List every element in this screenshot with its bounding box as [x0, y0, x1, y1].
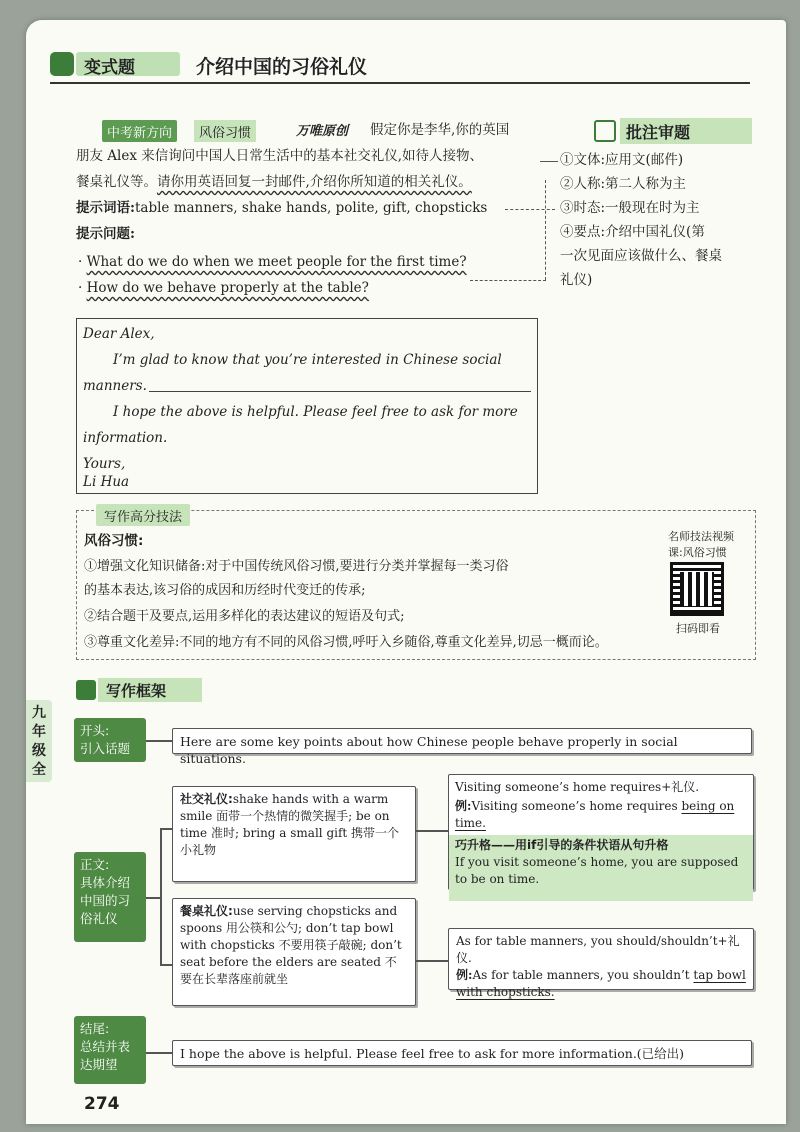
opening-box: Here are some key points about how Chinese people behave properly in social situations. [172, 728, 752, 754]
annotation-item: 一次见面应该做什么、餐桌 [560, 248, 722, 264]
answer-line [149, 391, 531, 392]
tips-tag: 写作高分技法 [96, 504, 190, 526]
question-line: 朋友 Alex 来信询问中国人日常生活中的基本社交礼仪,如待人接物、 [76, 148, 484, 164]
expression-pattern: As for table manners, you should/shouldn’t+礼仪. [456, 934, 740, 965]
connector [146, 740, 172, 742]
annotation-item: ④要点:介绍中国礼仪(第 [560, 224, 705, 240]
divider [50, 82, 750, 84]
qr-pattern [680, 572, 714, 606]
question-line: 餐桌礼仪等。请你用英语回复一封邮件,介绍你所知道的相关礼仪。 [76, 174, 472, 190]
hint-question: · What do we do when we meet people for the first time? [78, 254, 467, 270]
new-direction-tag: 中考新方向 [102, 120, 177, 142]
upgrade-tip: 巧升格——用if引导的条件状语从句升格 If you visit someone’s home, you are supposed to be on time. [449, 835, 753, 901]
tip-item: 的基本表达,该习俗的成因和历经时代变迁的传承; [84, 583, 366, 598]
letter-closing: Yours, [83, 456, 126, 472]
annotation-item: ②人称:第二人称为主 [560, 176, 687, 192]
hint-question: · How do we behave properly at the table? [78, 280, 369, 296]
table-expression-box [448, 928, 754, 999]
variant-tag: 变式题 [76, 52, 180, 76]
connector [416, 960, 448, 962]
hint-questions-label: 提示问题: [76, 226, 135, 242]
connector [160, 964, 172, 966]
social-expression-box [448, 774, 754, 890]
connector [160, 828, 162, 964]
connector [146, 897, 160, 899]
letter-paragraph: information. [83, 430, 168, 446]
qr-title: 名师技法视频 [668, 530, 734, 543]
connector [505, 209, 555, 210]
topic-tag: 风俗习惯 [194, 120, 256, 142]
original-tag: 万唯原创 [296, 124, 349, 139]
table-manners-box: 餐桌礼仪:use serving chopsticks and spoons 用公筷和公勺; don’t tap bowl with chopsticks 不要用筷子敲碗; don’t seat before the elders are seated 不要在长辈落座前就坐 [172, 898, 416, 1006]
annotation-item: 礼仪) [560, 272, 593, 288]
cube-icon [50, 52, 74, 76]
grade-side-tab: 九年级全 [26, 700, 52, 782]
letter-greeting: Dear Alex, [83, 326, 155, 342]
ending-label: 结尾: 总结并表 达期望 [74, 1016, 146, 1084]
letter-box [76, 318, 538, 494]
connector [470, 280, 546, 281]
framework-icon [76, 680, 96, 700]
edit-icon [594, 120, 616, 142]
expression-example: 例:As for table manners, you shouldn’t tap bowl with chopsticks. [456, 968, 746, 999]
qr-title: 课:风俗习惯 [668, 546, 727, 559]
connector [545, 180, 546, 280]
qr-caption: 扫码即看 [676, 622, 720, 635]
connector [146, 1052, 172, 1054]
question-line: 假定你是李华,你的英国 [370, 122, 510, 138]
connector [416, 830, 448, 832]
connector [160, 828, 172, 830]
framework-title: 写作框架 [98, 678, 202, 702]
page-title: 介绍中国的习俗礼仪 [196, 56, 368, 78]
expression-pattern: Visiting someone’s home requires+礼仪. [455, 780, 700, 794]
annotation-item: ③时态:一般现在时为主 [560, 200, 700, 216]
letter-paragraph: manners. [83, 378, 147, 394]
opening-label: 开头: 引入话题 [74, 718, 146, 762]
ending-box: I hope the above is helpful. Please feel free to ask for more information.(已给出) [172, 1040, 752, 1066]
expression-example: 例:Visiting someone’s home requires being on time. [455, 799, 735, 830]
annotation-title: 批注审题 [620, 118, 752, 144]
letter-paragraph: I’m glad to know that you’re interested in Chinese social [113, 352, 502, 368]
page-number: 274 [84, 1094, 120, 1114]
annotation-item: ①文体:应用文(邮件) [560, 152, 684, 168]
tip-item: ②结合题干及要点,运用多样化的表达建议的短语及句式; [84, 609, 405, 624]
body-label: 正文: 具体介绍 中国的习 俗礼仪 [74, 852, 146, 942]
letter-paragraph: I hope the above is helpful. Please feel free to ask for more [113, 404, 518, 420]
connector [540, 161, 558, 162]
tips-heading: 风俗习惯: [84, 533, 144, 549]
letter-signature: Li Hua [83, 474, 130, 490]
hint-words: 提示词语:table manners, shake hands, polite, gift, chopsticks [76, 200, 488, 216]
social-etiquette-box: 社交礼仪:shake hands with a warm smile 面带一个热情的微笑握手; be on time 准时; bring a small gift 携带一个小礼物 [172, 786, 416, 882]
tip-item: ①增强文化知识储备:对于中国传统风俗习惯,要进行分类并掌握每一类习俗 [84, 559, 509, 574]
tip-item: ③尊重文化差异:不同的地方有不同的风俗习惯,呼吁入乡随俗,尊重文化差异,切忌一概而论。 [84, 635, 608, 650]
